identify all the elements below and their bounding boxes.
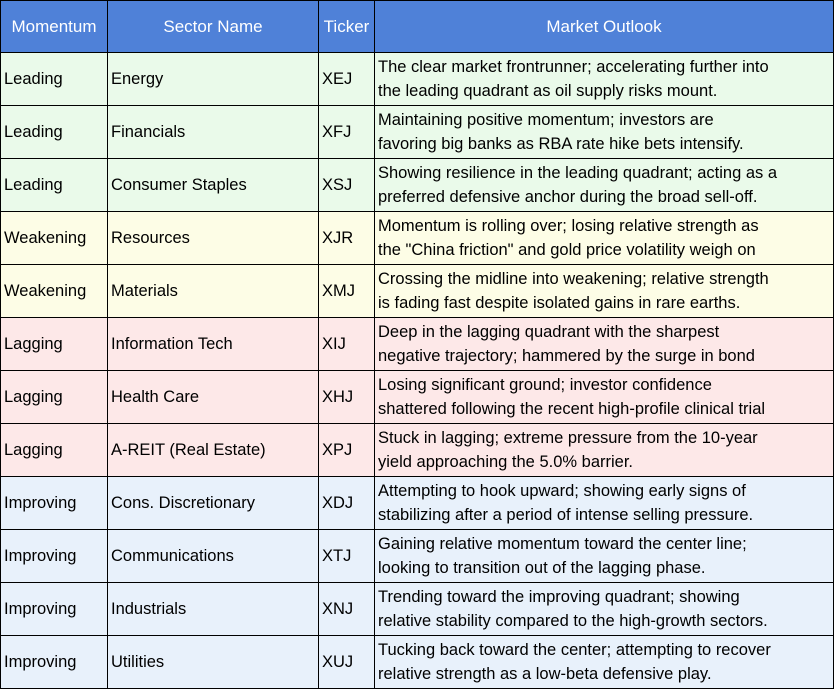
table-row [1, 583, 834, 636]
outlook-line: Gaining relative momentum toward the center line; [378, 535, 747, 553]
ticker-cell: XNJ [319, 583, 375, 636]
market-outlook-cell [375, 477, 834, 530]
ticker-cell: XSJ [319, 159, 375, 212]
outlook-line: shattered following the recent high-profile clinical trial [378, 400, 766, 418]
header-row [1, 1, 834, 53]
table-row [1, 530, 834, 583]
momentum-cell: Weakening [1, 265, 108, 318]
momentum-cell: Improving [1, 477, 108, 530]
outlook-line: Crossing the midline into weakening; relative strength [378, 270, 769, 288]
market-outlook-cell [375, 265, 834, 318]
table-header [1, 1, 834, 53]
header-momentum: Momentum [1, 1, 108, 53]
market-outlook-cell [375, 53, 834, 106]
table-row [1, 53, 834, 106]
table-row [1, 318, 834, 371]
header-ticker: Ticker [319, 1, 375, 53]
table-row [1, 159, 834, 212]
market-outlook-cell [375, 530, 834, 583]
momentum-cell: Leading [1, 159, 108, 212]
momentum-cell: Improving [1, 530, 108, 583]
market-outlook-cell [375, 106, 834, 159]
outlook-line: Trending toward the improving quadrant; showing [378, 588, 740, 606]
header-sector-name: Sector Name [108, 1, 319, 53]
outlook-line: preferred defensive anchor during the broad sell-off. [378, 188, 758, 206]
sector-name-cell: Financials [108, 106, 319, 159]
outlook-line: relative stability compared to the high-growth sectors. [378, 612, 768, 630]
sector-name-cell: Cons. Discretionary [108, 477, 319, 530]
table-row [1, 106, 834, 159]
table-row [1, 371, 834, 424]
table-body [1, 53, 834, 689]
ticker-cell: XTJ [319, 530, 375, 583]
market-outlook-cell [375, 371, 834, 424]
outlook-line: the leading quadrant as oil supply risks mount. [378, 82, 718, 100]
outlook-line: the "China friction" and gold price volatility weigh on [378, 241, 756, 259]
sector-name-cell: Communications [108, 530, 319, 583]
ticker-cell: XJR [319, 212, 375, 265]
sector-name-cell: Utilities [108, 636, 319, 689]
table-row [1, 265, 834, 318]
market-outlook-cell [375, 424, 834, 477]
outlook-line: Losing significant ground; investor confidence [378, 376, 712, 394]
ticker-cell: XMJ [319, 265, 375, 318]
outlook-line: Maintaining positive momentum; investors are [378, 111, 714, 129]
outlook-line: is fading fast despite isolated gains in rare earths. [378, 294, 741, 312]
momentum-cell: Lagging [1, 371, 108, 424]
sector-name-cell: Consumer Staples [108, 159, 319, 212]
ticker-cell: XEJ [319, 53, 375, 106]
outlook-line: relative strength as a low-beta defensive play. [378, 665, 712, 683]
sector-name-cell: Materials [108, 265, 319, 318]
ticker-cell: XPJ [319, 424, 375, 477]
momentum-cell: Leading [1, 106, 108, 159]
momentum-cell: Lagging [1, 318, 108, 371]
ticker-cell: XFJ [319, 106, 375, 159]
momentum-cell: Improving [1, 583, 108, 636]
sector-name-cell: Industrials [108, 583, 319, 636]
table-row [1, 212, 834, 265]
outlook-line: looking to transition out of the lagging phase. [378, 559, 706, 577]
outlook-line: Showing resilience in the leading quadrant; acting as a [378, 164, 778, 182]
market-outlook-cell [375, 212, 834, 265]
outlook-line: Deep in the lagging quadrant with the sharpest [378, 323, 720, 341]
sector-name-cell: Resources [108, 212, 319, 265]
ticker-cell: XIJ [319, 318, 375, 371]
outlook-line: stabilizing after a period of intense selling pressure. [378, 506, 754, 524]
ticker-cell: XHJ [319, 371, 375, 424]
market-outlook-cell [375, 318, 834, 371]
ticker-cell: XDJ [319, 477, 375, 530]
sector-name-cell: Information Tech [108, 318, 319, 371]
outlook-line: Stuck in lagging; extreme pressure from the 10-year [378, 429, 758, 447]
sector-name-cell: Health Care [108, 371, 319, 424]
outlook-line: Momentum is rolling over; losing relative strength as [378, 217, 759, 235]
ticker-cell: XUJ [319, 636, 375, 689]
table-row [1, 477, 834, 530]
outlook-line: Attempting to hook upward; showing early signs of [378, 482, 746, 500]
outlook-line: favoring big banks as RBA rate hike bets intensify. [378, 135, 744, 153]
sector-name-cell: A-REIT (Real Estate) [108, 424, 319, 477]
momentum-cell: Weakening [1, 212, 108, 265]
table-row [1, 636, 834, 689]
market-outlook-cell [375, 636, 834, 689]
table-row [1, 424, 834, 477]
sector-name-cell: Energy [108, 53, 319, 106]
outlook-line: yield approaching the 5.0% barrier. [378, 453, 633, 471]
momentum-cell: Improving [1, 636, 108, 689]
outlook-line: Tucking back toward the center; attempting to recover [378, 641, 771, 659]
header-market-outlook: Market Outlook [375, 1, 834, 53]
momentum-cell: Leading [1, 53, 108, 106]
momentum-cell: Lagging [1, 424, 108, 477]
outlook-line: The clear market frontrunner; accelerating further into [378, 58, 769, 76]
market-outlook-cell [375, 159, 834, 212]
market-outlook-cell [375, 583, 834, 636]
outlook-line: negative trajectory; hammered by the surge in bond [378, 347, 755, 365]
